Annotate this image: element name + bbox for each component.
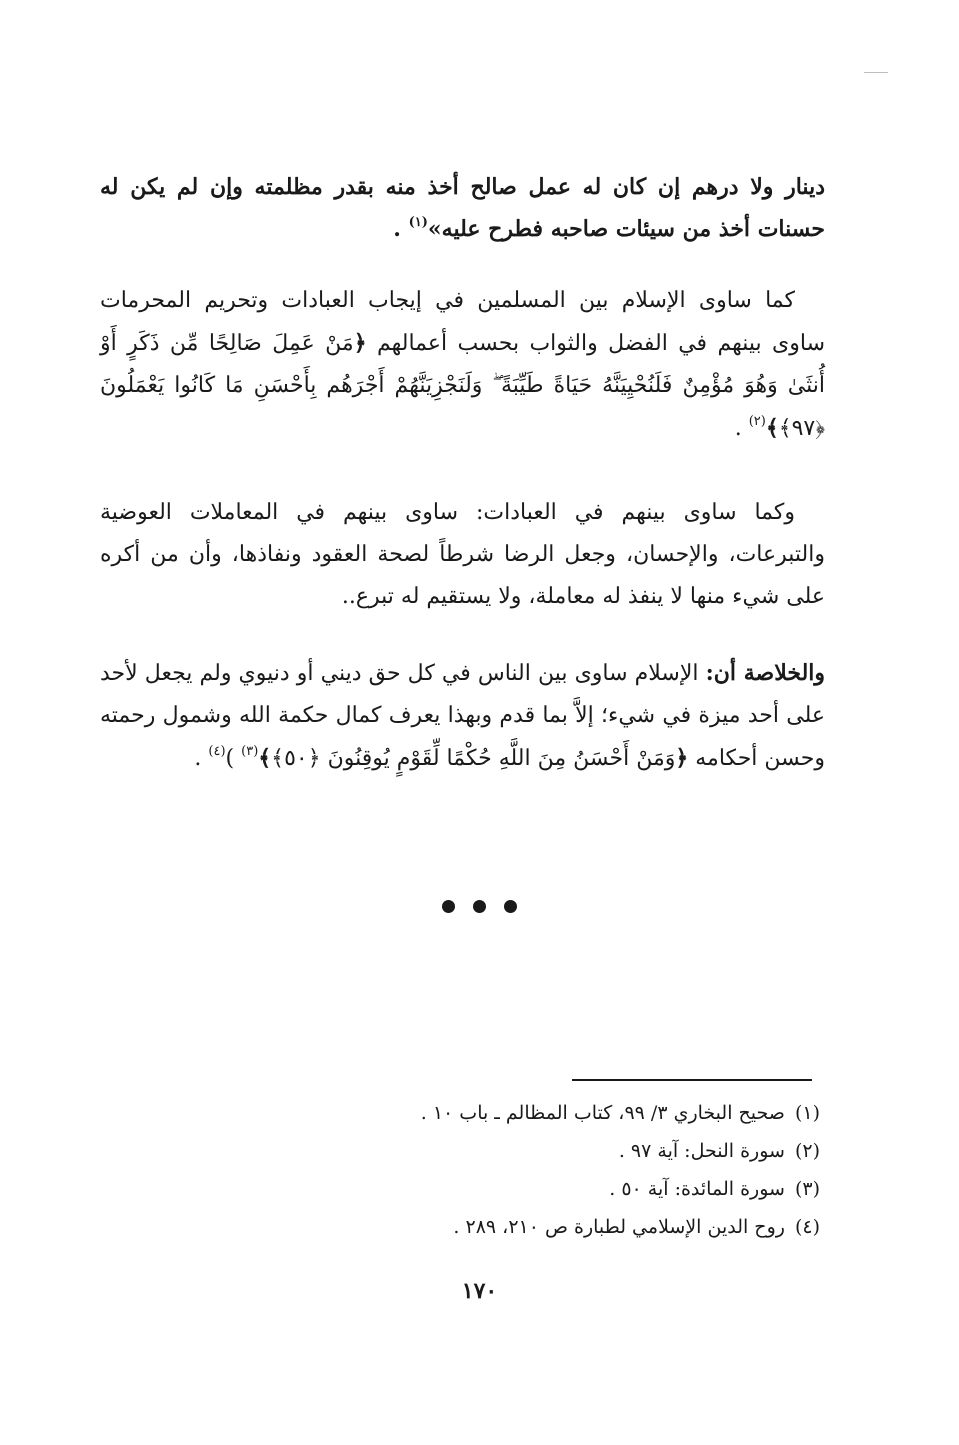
footnote-number: (٤) — [794, 1216, 820, 1238]
quran-open-bracket-2: ﴿ — [675, 745, 689, 771]
footnote-number: (٢) — [794, 1140, 820, 1162]
quran-close-bracket-2: ﴾ — [258, 745, 272, 771]
paragraph-4-end: . — [194, 746, 202, 771]
footnotes — [280, 1094, 820, 1246]
divider-dot — [473, 900, 486, 913]
quran-verse-1: مَنْ عَمِلَ صَالِحًا مِّن ذَكَرٍ أَوْ أُنثَىٰ وَهُوَ مُؤْمِنٌ فَلَنُحْيِيَنَّهُ حَيَاةً طَيِّبَةً ۖ وَلَنَجْزِيَنَّهُمْ أَجْرَهُم بِأَحْسَنِ مَا كَانُوا يَعْمَلُونَ ﴿٩٧﴾ — [100, 331, 825, 441]
paragraph-2 — [100, 280, 825, 450]
paragraph-3-text: وكما ساوى بينهم في العبادات: ساوى بينهم في المعاملات العوضية والتبرعات، والإحسان، وجعل الرضا شرطاً لصحة العقود ونفاذها، وأن من أكره على شيء منها لا ينفذ له معاملة، ولا يستقيم له تبرع.. — [100, 500, 825, 609]
footnote-text: سورة المائدة: آية ٥٠ . — [609, 1178, 785, 1200]
footnote-item — [280, 1208, 820, 1246]
paragraph-1-end: . — [393, 216, 401, 242]
footnote-ref-2: (٢) — [748, 414, 766, 429]
quran-close-bracket: ﴾ — [765, 415, 779, 441]
footnote-ref-1: (١) — [408, 215, 428, 230]
page-number: ١٧٠ — [461, 1278, 498, 1304]
footnote-number: (٣) — [794, 1178, 820, 1200]
paragraph-1 — [100, 166, 825, 250]
paragraph-4-lead: والخلاصة أن: — [705, 660, 826, 686]
footnote-text: صحيح البخاري ٣/ ٩٩، كتاب المظالم ـ باب ١٠ . — [420, 1102, 785, 1124]
footnote-ref-3: (٣) — [241, 744, 259, 759]
paragraph-2-end: . — [734, 416, 742, 441]
footnote-number: (١) — [794, 1102, 820, 1124]
quran-verse-2: وَمَنْ أَحْسَنُ مِنَ اللَّهِ حُكْمًا لِّقَوْمٍ يُوقِنُونَ ﴿٥٠﴾ — [271, 746, 676, 771]
footnote-text: روح الدين الإسلامي لطبارة ص ٢١٠، ٢٨٩ . — [453, 1216, 785, 1238]
footnote-separator — [572, 1079, 812, 1081]
footnote-item — [280, 1132, 820, 1170]
divider-dot — [442, 900, 455, 913]
footnote-text: سورة النحل: آية ٩٧ . — [618, 1140, 785, 1162]
paragraph-1-text: دينار ولا درهم إن كان له عمل صالح أخذ منه بقدر مظلمته وإن لم يكن له حسنات أخذ من سيئات صاحبه فطرح عليه» — [100, 174, 825, 242]
divider-dot — [504, 900, 517, 913]
footnote-item — [280, 1094, 820, 1132]
scan-mark — [864, 72, 888, 73]
paragraph-3 — [100, 492, 825, 618]
paren-close: ) — [225, 746, 235, 771]
footnote-item — [280, 1170, 820, 1208]
paragraph-2-text: كما ساوى الإسلام بين المسلمين في إيجاب العبادات وتحريم المحرمات ساوى بينهم في الفضل والثواب بحسب أعمالهم — [100, 288, 826, 356]
footnote-ref-4: (٤) — [208, 744, 226, 759]
paragraph-4 — [100, 652, 825, 780]
paragraph-4-text: الإسلام ساوى بين الناس في كل حق ديني أو دنيوي ولم يجعل لأحد على أحد ميزة في شيء؛ إلاَّ بما قدم وبهذا يعرف كمال حكمة الله وشمول رحمته وحسن أحكامه — [100, 661, 825, 771]
section-divider — [0, 898, 959, 917]
quran-open-bracket: ﴿ — [353, 330, 367, 356]
